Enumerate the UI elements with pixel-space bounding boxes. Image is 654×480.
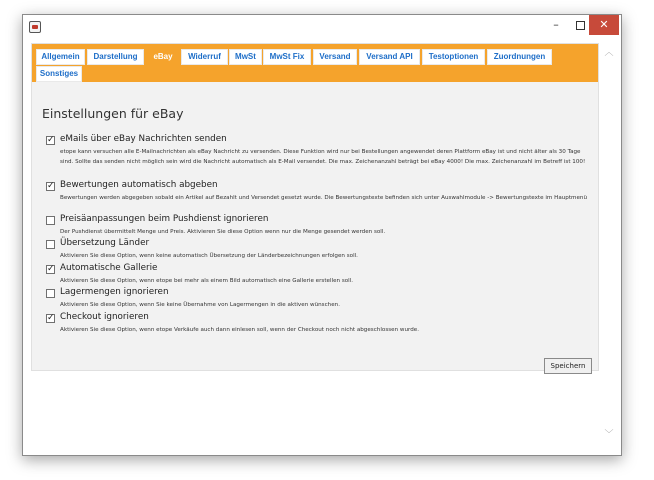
checkbox-ignore-stock[interactable] <box>46 289 55 298</box>
title-bar <box>23 15 621 37</box>
close-button[interactable]: ✕ <box>589 15 619 35</box>
app-icon <box>29 21 41 33</box>
option-label: Checkout ignorieren <box>60 312 149 322</box>
option-label: Bewertungen automatisch abgeben <box>60 180 218 190</box>
settings-panel <box>31 43 599 371</box>
scrollbar[interactable] <box>601 39 617 451</box>
check-icon: ✓ <box>47 181 55 191</box>
tab-versand-api[interactable]: Versand API <box>359 49 420 65</box>
option-description: Aktivieren Sie diese Option, wenn keine automatisch Übersetzung der Länderbezeichnungen erfolgen soll. <box>60 253 358 259</box>
option-description: Aktivieren Sie diese Option, wenn etope Verkäufe auch dann einlesen soll, wenn der Checkout noch nicht abgeschlossen wurde. <box>60 327 420 333</box>
option-description: Der Pushdienst übermittelt Menge und Preis. Aktivieren Sie diese Option wenn nur die Menge gesendet werden soll. <box>60 229 386 235</box>
save-button[interactable]: Speichern <box>544 358 592 374</box>
scroll-down-icon[interactable]: ﹀ <box>604 430 614 440</box>
checkbox-email-via-ebay[interactable] <box>46 136 55 145</box>
tab-allgemein[interactable]: Allgemein <box>36 49 85 65</box>
tab-ebay[interactable]: eBay <box>146 49 180 65</box>
option-label: Preisäanpassungen beim Pushdienst ignorieren <box>60 214 269 224</box>
tab-darstellung[interactable]: Darstellung <box>87 49 144 65</box>
tab-zuordnungen[interactable]: Zuordnungen <box>487 49 552 65</box>
scroll-up-icon[interactable]: ︿ <box>604 48 614 58</box>
option-description: Bewertungen werden abgegeben sobald ein Artikel auf Bezahlt und Versendet gesetzt wurde. Die Bewertungstexte befinden sich unter Auswahlmodule -> Bewertungstexte im Hauptmenü <box>60 195 588 201</box>
option-label: Übersetzung Länder <box>60 238 150 248</box>
check-icon: ✓ <box>47 264 55 274</box>
option-description: etope kann versuchen alle E-Mailnachrichten als eBay Nachricht zu versenden. Diese Funktion wird nur bei Bestellungen angewendet deren Plattform eBay ist und nicht älter als 30 Tage sind. Sollte das senden nicht möglich sein wird die Nachricht automatisch als E-Mail versendet. Die max. Zeichenanzahl beträgt bei eBay 4000! Die max. Zeichenanzahl im Betreff ist 100! <box>60 149 586 165</box>
option-description: Aktivieren Sie diese Option, wenn Sie keine Übernahme von Lagermengen in die aktiven wünschen. <box>60 302 340 308</box>
tab-versand[interactable]: Versand <box>313 49 357 65</box>
check-icon: ✓ <box>47 135 55 145</box>
checkbox-ignore-checkout[interactable] <box>46 314 55 323</box>
minimize-button[interactable]: – <box>553 18 559 31</box>
tab-mwst-fix[interactable]: MwSt Fix <box>263 49 311 65</box>
check-icon: ✓ <box>47 313 55 323</box>
tab-bar <box>32 44 598 82</box>
tab-mwst[interactable]: MwSt <box>229 49 262 65</box>
checkbox-auto-gallery[interactable] <box>46 265 55 274</box>
app-window <box>22 14 622 456</box>
checkbox-ignore-price-push[interactable] <box>46 216 55 225</box>
checkbox-auto-feedback[interactable] <box>46 182 55 191</box>
maximize-button[interactable] <box>569 15 591 35</box>
tab-widerruf[interactable]: Widerruf <box>181 49 228 65</box>
checkbox-country-translation[interactable] <box>46 240 55 249</box>
maximize-icon <box>576 21 585 30</box>
option-label: eMails über eBay Nachrichten senden <box>60 134 227 144</box>
option-description: Aktivieren Sie diese Option, wenn etope bei mehr als einem Bild automatisch eine Gallerie erstellen soll. <box>60 278 354 284</box>
tab-sonstiges[interactable]: Sonstiges <box>36 66 82 82</box>
option-label: Lagermengen ignorieren <box>60 287 169 297</box>
option-label: Automatische Gallerie <box>60 263 158 273</box>
tab-testoptionen[interactable]: Testoptionen <box>422 49 485 65</box>
page-title: Einstellungen für eBay <box>42 106 184 121</box>
